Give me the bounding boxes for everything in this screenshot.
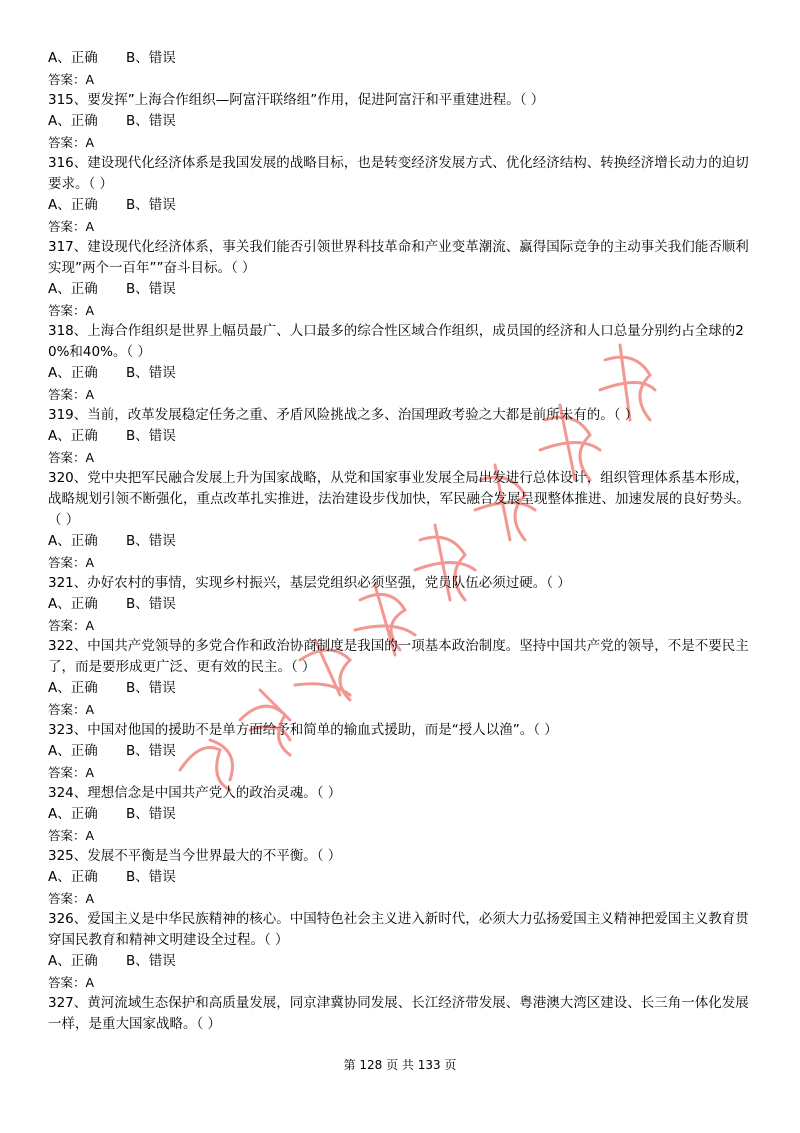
option-a: A、正确 (48, 50, 98, 66)
options-row (48, 804, 752, 825)
option-a: A、正确 (48, 806, 98, 822)
question-text: 322、中国共产党领导的多党合作和政治协商制度是我国的一项基本政治制度。坚持中国共产党的领导，不是不要民主了，而是要形成更广泛、更有效的民主。（ ） (48, 638, 749, 675)
option-a: A、正确 (48, 743, 98, 759)
options-row (48, 741, 752, 762)
question-text: 324、理想信念是中国共产党人的政治灵魂。（ ） (48, 785, 342, 801)
answer-line: 答案：A (48, 618, 95, 633)
question-text: 319、当前，改革发展稳定任务之重、矛盾风险挑战之多、治国理政考验之大都是前所未有的。（ ） (48, 407, 639, 423)
option-a: A、正确 (48, 281, 98, 297)
answer-line: 答案：A (48, 219, 95, 234)
option-a: A、正确 (48, 953, 98, 969)
option-b: B、错误 (126, 113, 176, 129)
options-row (48, 426, 752, 447)
answer-line: 答案：A (48, 72, 95, 87)
option-b: B、错误 (126, 281, 176, 297)
answer-line: 答案：A (48, 828, 95, 843)
option-b: B、错误 (126, 365, 176, 381)
answer-line: 答案：A (48, 555, 95, 570)
question-text: 327、黄河流域生态保护和高质量发展，同京津冀协同发展、长江经济带发展、粤港澳大湾区建设、长三角一体化发展一样，是重大国家战略。（ ） (48, 995, 749, 1032)
option-b: B、错误 (126, 743, 176, 759)
options-row (48, 48, 752, 69)
question-text: 318、上海合作组织是世界上幅员最广、人口最多的综合性区域合作组织，成员国的经济和人口总量分别约占全球的20%和40%。（ ） (48, 323, 744, 360)
option-b: B、错误 (126, 533, 176, 549)
answer-line: 答案：A (48, 702, 95, 717)
question-text: 320、党中央把军民融合发展上升为国家战略，从党和国家事业发展全局出发进行总体设计，组织管理体系基本形成，战略规划引领不断强化，重点改革扎实推进，法治建设步伐加快，军民融合发展呈现整体推进、加速发展的良好势头。（ ） (48, 470, 750, 528)
options-row (48, 279, 752, 300)
options-row (48, 531, 752, 552)
answer-line: 答案：A (48, 135, 95, 150)
option-b: B、错误 (126, 50, 176, 66)
option-b: B、错误 (126, 680, 176, 696)
question-list (48, 48, 752, 1035)
question-text: 325、发展不平衡是当今世界最大的不平衡。（ ） (48, 848, 342, 864)
question-text: 315、要发挥”上海合作组织—阿富汗联络组”作用，促进阿富汗和平重建进程。（ ） (48, 92, 545, 108)
option-a: A、正确 (48, 113, 98, 129)
answer-line: 答案：A (48, 450, 95, 465)
options-row (48, 867, 752, 888)
options-row (48, 678, 752, 699)
answer-line: 答案：A (48, 975, 95, 990)
page-footer: 第 128 页 共 133 页 (343, 1058, 457, 1072)
option-b: B、错误 (126, 953, 176, 969)
answer-line: 答案：A (48, 891, 95, 906)
options-row (48, 195, 752, 216)
option-a: A、正确 (48, 428, 98, 444)
answer-line: 答案：A (48, 303, 95, 318)
question-text: 316、建设现代化经济体系是我国发展的战略目标，也是转变经济发展方式、优化经济结构、转换经济增长动力的迫切要求。（ ） (48, 155, 749, 192)
answer-line: 答案：A (48, 387, 95, 402)
option-a: A、正确 (48, 680, 98, 696)
option-b: B、错误 (126, 806, 176, 822)
question-text: 317、建设现代化经济体系，事关我们能否引领世界科技革命和产业变革潮流、赢得国际竞争的主动事关我们能否顺利实现”两个一百年””奋斗目标。（ ） (48, 239, 749, 276)
option-b: B、错误 (126, 596, 176, 612)
option-a: A、正确 (48, 869, 98, 885)
option-b: B、错误 (126, 197, 176, 213)
options-row (48, 951, 752, 972)
option-a: A、正确 (48, 197, 98, 213)
options-row (48, 363, 752, 384)
question-text: 326、爱国主义是中华民族精神的核心。中国特色社会主义进入新时代，必须大力弘扬爱国主义精神把爱国主义教育贯穿国民教育和精神文明建设全过程。（ ） (48, 911, 749, 948)
options-row (48, 111, 752, 132)
option-a: A、正确 (48, 533, 98, 549)
option-a: A、正确 (48, 596, 98, 612)
option-b: B、错误 (126, 428, 176, 444)
answer-line: 答案：A (48, 765, 95, 780)
option-b: B、错误 (126, 869, 176, 885)
question-text: 321、办好农村的事情，实现乡村振兴，基层党组织必须坚强，党员队伍必须过硬。（ ） (48, 575, 571, 591)
question-text: 323、中国对他国的援助不是单方面给予和简单的输血式援助，而是“授人以渔”。（ ） (48, 722, 558, 738)
options-row (48, 594, 752, 615)
option-a: A、正确 (48, 365, 98, 381)
